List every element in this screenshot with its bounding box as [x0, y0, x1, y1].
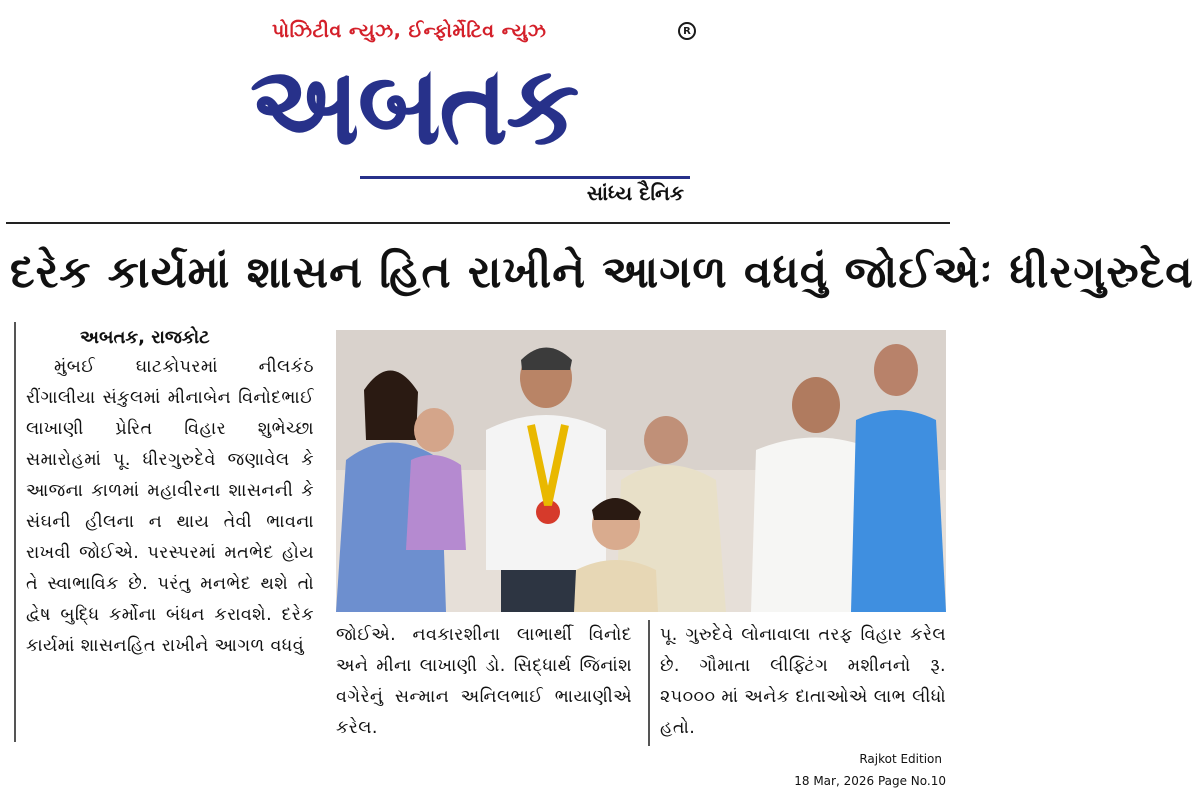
header-rule [6, 222, 950, 224]
article-dateline: અબતક, રાજકોટ [80, 327, 210, 348]
article-headline: દરેક કાર્યમાં શાસન હિત રાખીને આગળ વધવું જોઈએઃ ધીરગુરુદેવ [10, 247, 1194, 298]
newspaper-logo: અબતક [250, 40, 578, 170]
masthead-subtitle: સાંધ્ય દૈનિક [586, 181, 684, 205]
article-middle-column: જોઈએ. નવકારશીના લાભાર્થી વિનોદ અને મીના લાખાણી ડો. સિદ્ધાર્થ જિનાંશ વગેરેનું સન્માન અનિલભાઈ ભાયાણીએ કરેલ. [336, 625, 632, 738]
left-column-text: મુંબઈ ઘાટકોપરમાં નીલકંઠ રીંગાલીયા સંકુલમાં મીનાબેન વિનોદભાઈ લાખાણી પ્રેરિત વિહાર શુભેચ્છા સમારોહમાં પૂ. ધીરગુરુદેવે જણાવેલ કે આજના કાળમાં મહાવીરના શાસનની કે સંઘની હીલના ન થાય તેવી ભાવના રાખવી જોઈએ. પરસ્પરમાં મતભેદ હોય તે સ્વાભાવિક છે. પરંતુ મનભેદ થશે તો દ્વેષ બુદ્ધિ કર્મોના બંધન કરાવશે. દરેક કાર્યમાં શાસનહિત રાખીને આગળ વધવું [26, 357, 314, 656]
footer-edition: Rajkot Edition [859, 752, 942, 766]
article-right-column: પૂ. ગુરુદેવે લોનાવાલા તરફ વિહાર કરેલ છે. ગૌમાતા લીફ્ટિંગ મશીનનો રૂ. ૨૫૦૦૦ માં અનેક દાતાઓએ લાભ લીધો હતો. [648, 620, 946, 746]
footer-date-page: 18 Mar, 2026 Page No.10 [794, 774, 946, 788]
masthead [250, 16, 710, 204]
edition-bar [360, 176, 690, 204]
group-photo-image [336, 330, 946, 612]
article-photo [336, 330, 946, 612]
article-body-left [26, 352, 314, 662]
masthead-tagline: પોઝિટીવ ન્યુઝ, ઈન્ફોર્મેટિવ ન્યુઝ [272, 20, 547, 42]
registered-mark-icon: R [678, 22, 696, 40]
article-left-column [14, 322, 314, 742]
